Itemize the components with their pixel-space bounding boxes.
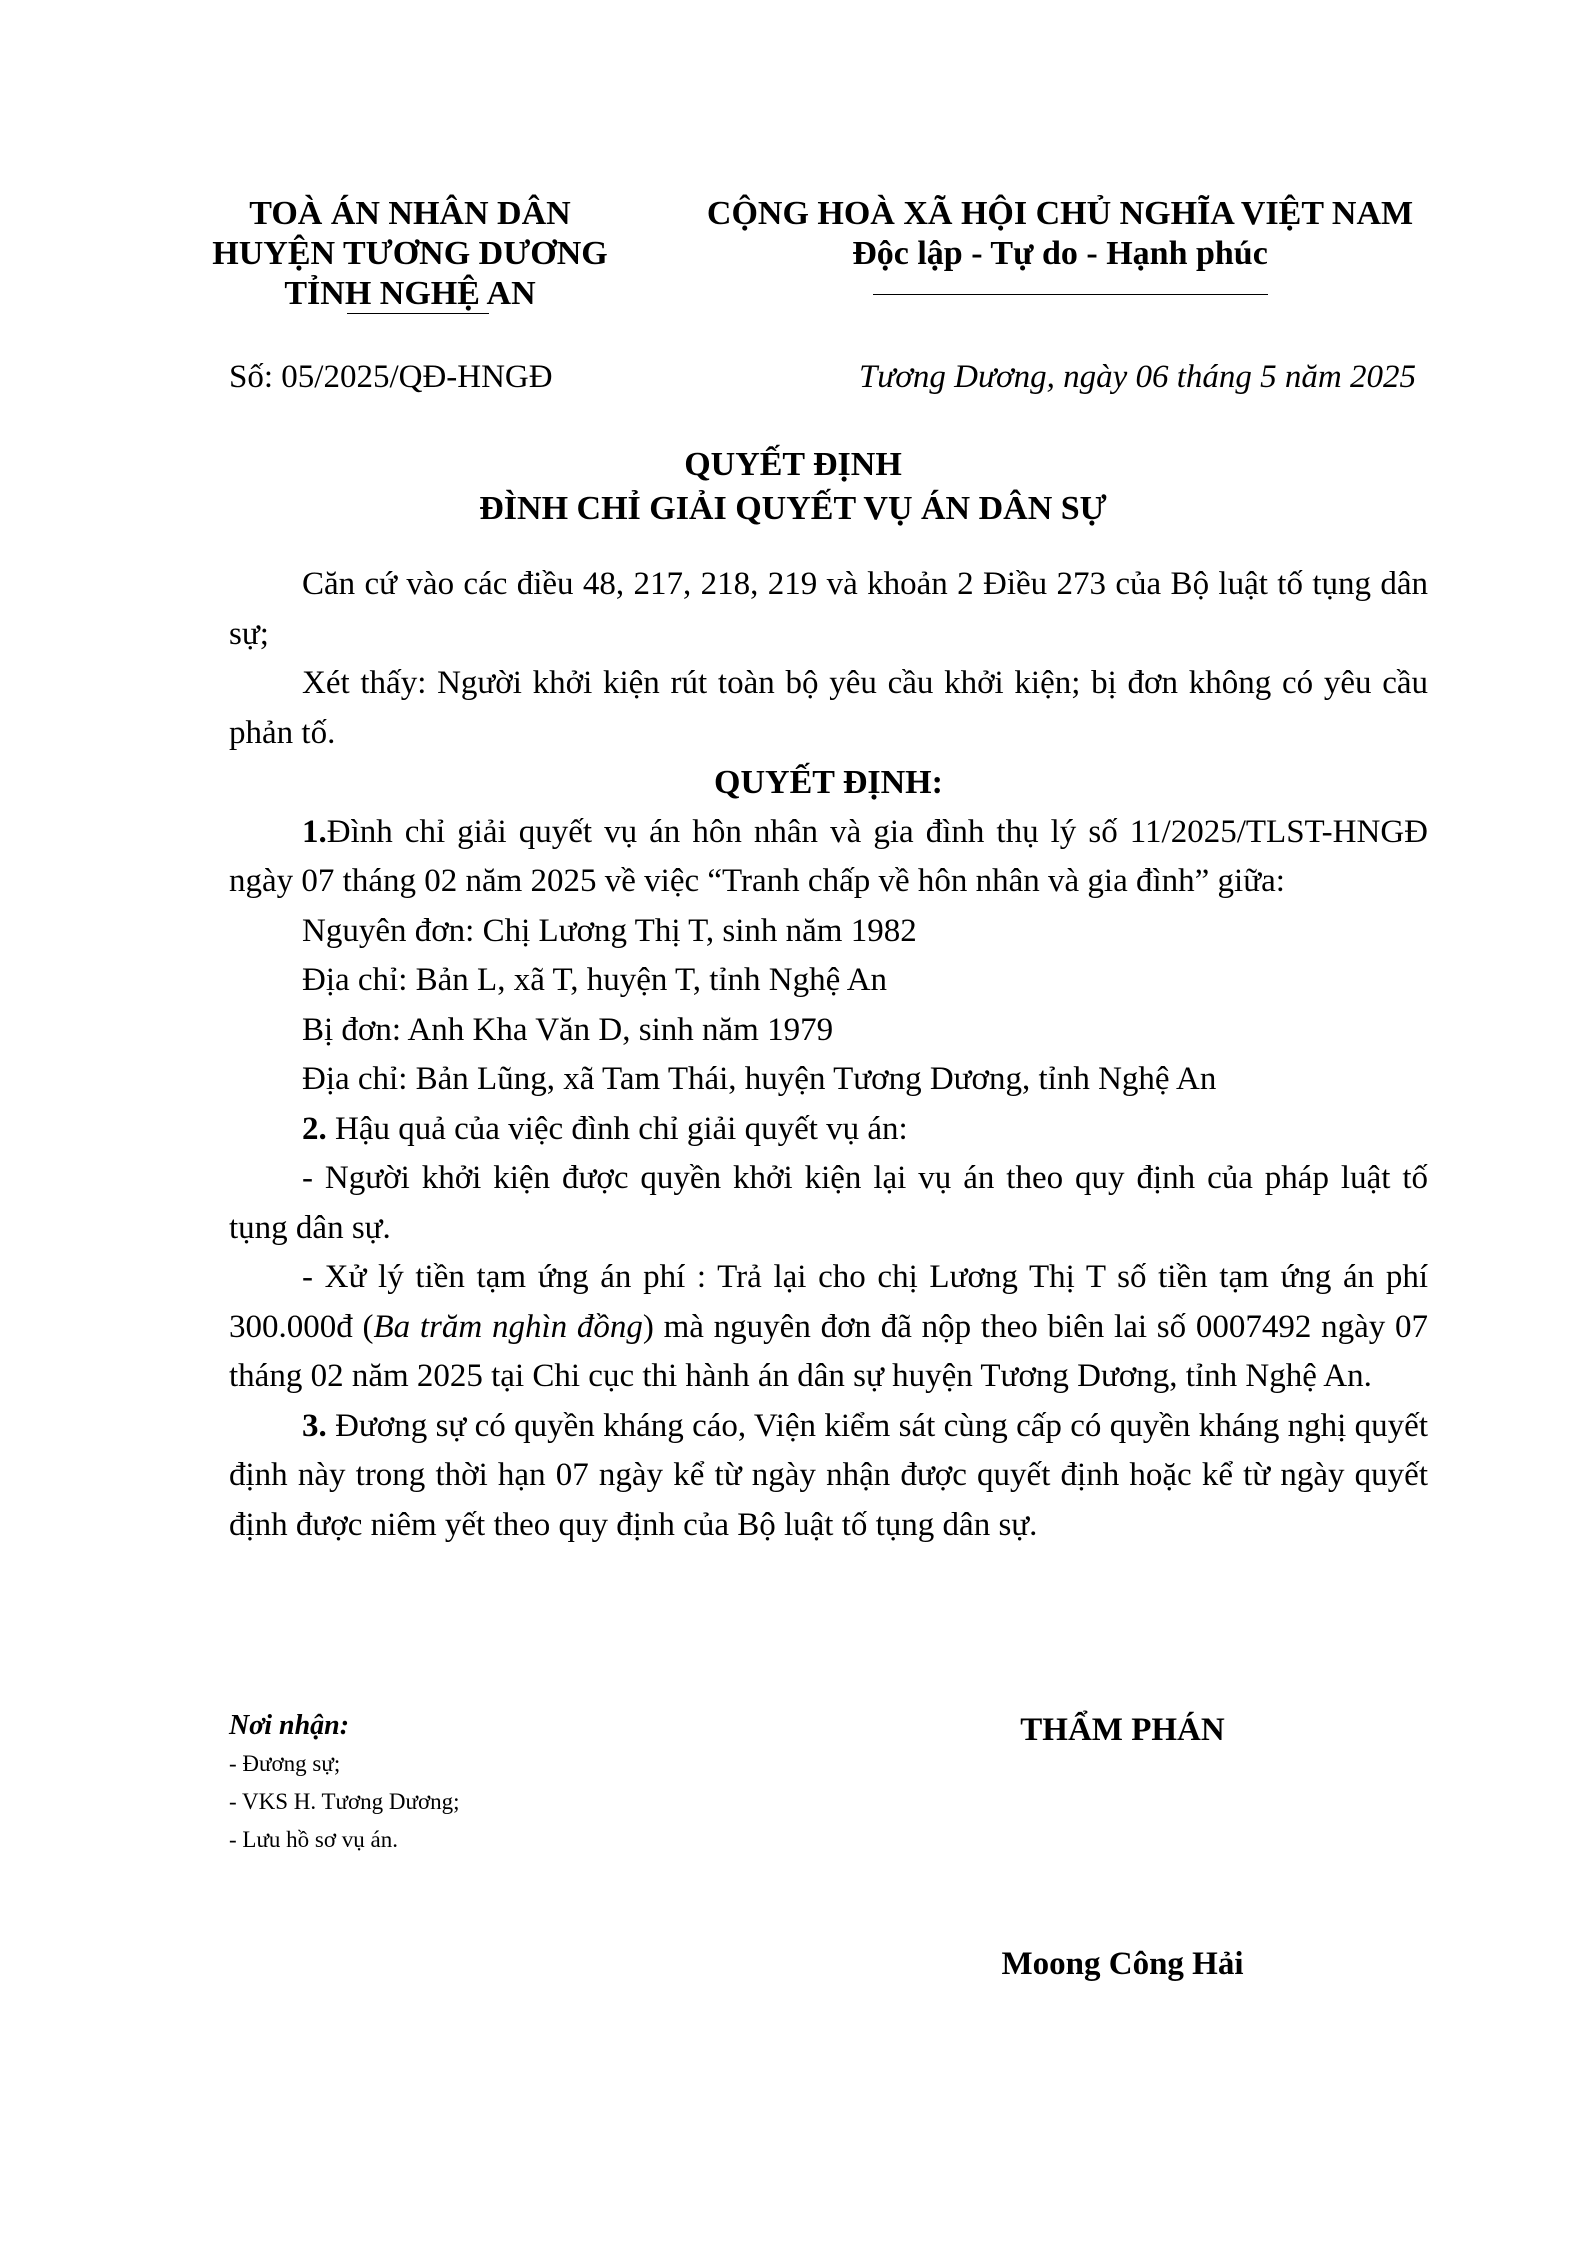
decision-heading: QUYẾT ĐỊNH:	[714, 764, 943, 801]
legal-basis: Căn cứ vào các điều 48, 217, 218, 219 và khoản 2 Điều 273 của Bộ luật tố tụng dân sự;	[229, 566, 1428, 652]
recipients-title: Nơi nhận:	[229, 1710, 350, 1741]
place-date: Tương Dương, ngày 06 tháng 5 năm 2025	[858, 359, 1416, 395]
plaintiff-address: Địa chỉ: Bản L, xã T, huyện T, tỉnh Nghệ An	[302, 962, 888, 998]
defendant-address: Địa chỉ: Bản Lũng, xã Tam Thái, huyện Tương Dương, tỉnh Nghệ An	[302, 1061, 1217, 1097]
recipient-item: - Đương sự;	[229, 1751, 341, 1776]
document-title: QUYẾT ĐỊNH	[684, 446, 902, 483]
signer-name: Moong Công Hải	[1001, 1946, 1244, 1982]
court-province: TỈNH NGHỆ AN	[284, 275, 536, 312]
decision-item-2	[229, 1105, 1428, 1155]
signer-title: THẨM PHÁN	[1020, 1712, 1225, 1748]
recipient-item: - VKS H. Tương Dương;	[229, 1789, 460, 1814]
recipient-item: - Lưu hồ sơ vụ án.	[229, 1827, 398, 1852]
fee-amount-words: Ba trăm nghìn đồng	[373, 1308, 643, 1345]
court-name: TOÀ ÁN NHÂN DÂN	[249, 195, 571, 232]
national-motto: Độc lập - Tự do - Hạnh phúc	[852, 235, 1268, 272]
consideration: Xét thấy: Người khởi kiện rút toàn bộ yêu cầu khởi kiện; bị đơn không có yêu cầu phản tố.	[229, 665, 1428, 751]
defendant: Bị đơn: Anh Kha Văn D, sinh năm 1979	[302, 1011, 834, 1048]
fee-text-b: ) mà nguyên đơn đã nộp theo biên lai số 0007492 ngày 07 tháng 02 năm 2025 tại Chi cục thi hành án dân sự huyện Tương Dương, tỉnh Nghệ An.	[229, 1308, 1428, 1394]
header-right-underline	[873, 294, 1268, 295]
recipients	[229, 1707, 460, 1859]
item-3-text: Đương sự có quyền kháng cáo, Viện kiểm sát cùng cấp có quyền kháng nghị quyết định này trong thời hạn 07 ngày kể từ ngày nhận được quyết định hoặc kể từ ngày quyết định được niêm yết theo quy định của Bộ luật tố tụng dân sự.	[229, 1407, 1428, 1543]
header-left-underline	[347, 313, 489, 314]
consequence-1: - Người khởi kiện được quyền khởi kiện lại vụ án theo quy định của pháp luật tố tụng dân sự.	[229, 1160, 1428, 1246]
court-header	[180, 194, 640, 314]
fee-text-a: - Xử lý tiền tạm ứng án phí : Trả lại cho chị Lương Thị T số tiền tạm ứng án phí 300.000đ (	[229, 1259, 1428, 1345]
national-title: CỘNG HOÀ XÃ HỘI CHỦ NGHĨA VIỆT NAM	[706, 195, 1414, 232]
decision-item-3	[229, 1402, 1428, 1551]
decision-item-1	[229, 808, 1428, 907]
plaintiff: Nguyên đơn: Chị Lương Thị T, sinh năm 1982	[302, 912, 917, 949]
item-3-number: 3.	[302, 1407, 327, 1444]
item-1-number: 1.	[302, 813, 327, 850]
fee-handling	[229, 1253, 1428, 1402]
item-2-number: 2.	[302, 1110, 327, 1147]
national-header	[655, 194, 1465, 274]
item-2-text: Hậu quả của việc đình chỉ giải quyết vụ án:	[326, 1110, 908, 1147]
document-body	[229, 560, 1428, 1550]
court-district: HUYỆN TƯƠNG DƯƠNG	[212, 235, 608, 272]
item-1-text: Đình chỉ giải quyết vụ án hôn nhân và gia đình thụ lý số 11/2025/TLST-HNGĐ ngày 07 tháng 02 năm 2025 về việc “Tranh chấp về hôn nhân và gia đình” giữa:	[229, 813, 1428, 899]
document-number: Số: 05/2025/QĐ-HNGĐ	[229, 359, 553, 395]
document-subtitle: ĐÌNH CHỈ GIẢI QUYẾT VỤ ÁN DÂN SỰ	[479, 490, 1107, 527]
